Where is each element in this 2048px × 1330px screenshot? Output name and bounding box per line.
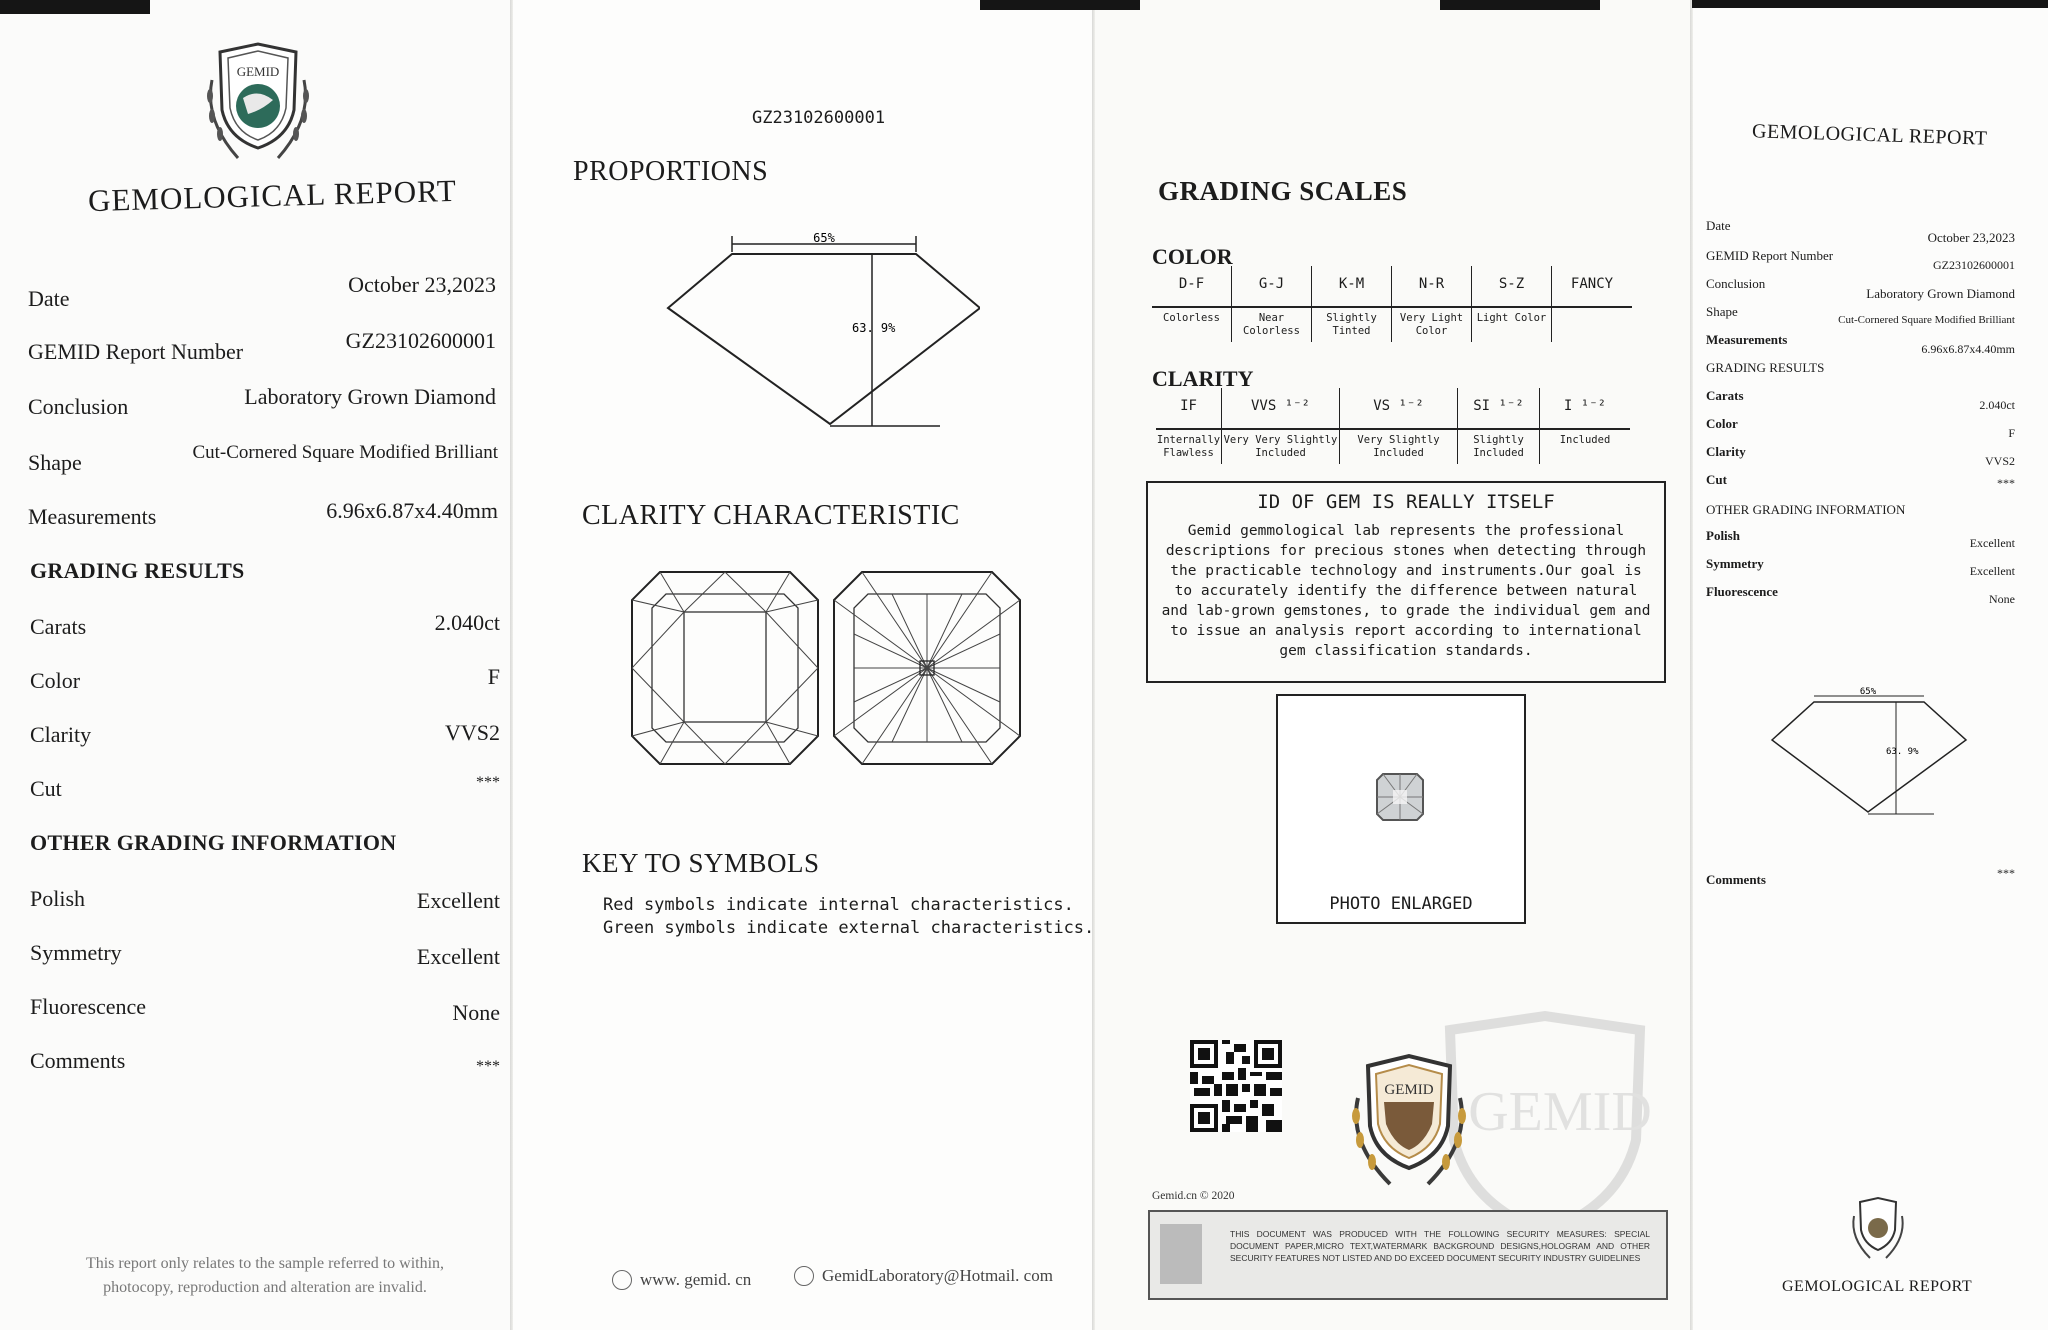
gemid-crest-logo [198,40,318,170]
background-edge [1440,0,1600,10]
logo-text: GEMID [236,64,280,79]
lock-icon [1160,1224,1202,1284]
field-value: GZ23102600001 [345,328,496,353]
color-scale-heading: COLOR [1152,244,1233,269]
table-percentage: 65% [813,231,835,245]
key-to-symbols-heading: KEY TO SYMBOLS [582,848,820,878]
report-number-code: GZ23102600001 [752,108,886,128]
summary-title: GEMOLOGICAL REPORT [1751,120,1988,150]
crown-view-diagram [630,570,820,766]
proportions-heading: PROPORTIONS [573,156,769,187]
clarity-desc: Very Slightly Included [1340,428,1458,464]
summary-label: Fluorescence [1706,584,1778,599]
summary-value: F [2008,426,2015,440]
summary-label: Symmetry [1706,556,1764,571]
security-text: THIS DOCUMENT WAS PRODUCED WITH THE FOLLOWING SECURITY MEASURES: SPECIAL DOCUMENT PAPER,MICRO TEXT,WATERMARK BACKGROUND DESIGNS,HOLOGRAM AND OTHER SECURITY FEATURES NOT LISTED AND DO EXCEED DOCUMENT SECURITY INDUSTRY GUIDELINES [1230,1229,1650,1263]
summary-label: Conclusion [1706,276,1766,291]
summary-footer-title: GEMOLOGICAL REPORT [1782,1278,1973,1295]
summary-section-heading: OTHER GRADING INFORMATION [1706,502,1906,517]
color-grade: S-Z [1472,266,1552,306]
summary-table-pct: 65% [1859,687,1877,697]
field-label: Comments [30,1048,126,1073]
clarity-grade: VS ¹⁻² [1340,388,1458,428]
clarity-desc: Internally Flawless [1156,428,1222,464]
disclaimer-line: photocopy, reproduction and alteration are invalid. [103,1279,427,1296]
summary-label: Carats [1706,388,1744,403]
summary-value: October 23,2023 [1927,230,2015,245]
id-box-title: ID OF GEM IS REALLY ITSELF [1257,491,1555,513]
field-label: Polish [30,886,86,911]
field-label: GEMID Report Number [28,339,244,364]
background-edge [980,0,1140,10]
field-label: Shape [28,450,82,475]
summary-value: *** [1997,476,2015,490]
key-line: Green symbols indicate external characteristics. [603,918,1095,938]
field-label: Fluorescence [30,994,147,1019]
field-value: Excellent [416,944,500,969]
summary-label: Shape [1706,304,1738,319]
field-value: 6.96x6.87x4.40mm [326,498,498,523]
color-grade: N-R [1392,266,1472,306]
field-value: *** [476,1058,500,1075]
field-value: Excellent [416,888,500,913]
fold-line [510,0,513,1330]
other-grading-heading: OTHER GRADING INFORMATION [30,830,397,855]
id-box-body: Gemid gemmological lab represents the professional descriptions for precious stones when detecting through the practicable technology and instruments.Our goal is to accurately identify the difference between natural and lab-grown gemstones, to grade the individual gem and to issue an analysis report according to international gem classification standards. [1161,523,1651,659]
clarity-grade: IF [1156,388,1222,428]
field-value: None [452,1000,500,1025]
summary-value: Excellent [1969,564,2015,578]
color-grade: K-M [1312,266,1392,306]
grading-results-heading: GRADING RESULTS [30,558,245,583]
field-value: 2.040ct [434,610,500,635]
summary-proportions-diagram [1768,684,1968,818]
field-label: Carats [30,614,87,639]
security-hologram-strip [1148,1210,1668,1300]
field-label: Cut [30,776,62,801]
summary-value: VVS2 [1984,454,2015,468]
panel-summary [1692,0,2048,1330]
website-text: www. gemid. cn [640,1270,752,1289]
qr-code [1190,1040,1282,1132]
field-value: Laboratory Grown Diamond [244,384,496,409]
key-line: Red symbols indicate internal characteristics. [603,895,1074,915]
photo-caption: PHOTO ENLARGED [1329,894,1473,914]
color-desc [1552,306,1632,342]
color-grade: D-F [1152,266,1232,306]
summary-value: None [1989,592,2015,606]
pavilion-view-diagram [832,570,1022,766]
summary-label: Color [1706,416,1738,431]
field-label: Conclusion [28,394,129,419]
clarity-desc: Very Very Slightly Included [1222,428,1340,464]
globe-icon [612,1270,632,1290]
fold-line [1092,0,1095,1330]
mail-icon [794,1266,814,1286]
field-label: Measurements [28,504,157,529]
field-value: October 23,2023 [348,272,496,297]
email-contact [794,1266,1053,1286]
clarity-desc: Slightly Included [1458,428,1540,464]
clarity-grade: SI ¹⁻² [1458,388,1540,428]
clarity-grade: VVS ¹⁻² [1222,388,1340,428]
summary-label: Clarity [1706,444,1746,459]
photo-enlarged-box [1276,694,1526,924]
color-scale-table [1152,266,1632,342]
summary-crest-logo [1848,1196,1908,1262]
color-desc: Colorless [1152,306,1232,342]
email-text: GemidLaboratory@Hotmail. com [822,1266,1053,1285]
diamond-photo [1375,772,1425,822]
summary-label: Polish [1706,528,1740,543]
color-grade: FANCY [1570,276,1614,292]
summary-value: 6.96x6.87x4.40mm [1921,342,2015,356]
background-edge [0,0,150,14]
summary-depth-pct: 63. 9% [1886,747,1919,757]
summary-label: Measurements [1706,332,1788,347]
summary-value: 2.040ct [1979,398,2015,412]
website-contact [612,1270,751,1290]
color-desc: Slightly Tinted [1312,306,1392,342]
seal-text: GEMID [1384,1082,1434,1098]
key-to-symbols-text [603,894,1094,940]
copyright-text: Gemid.cn © 2020 [1152,1190,1235,1202]
fold-line [1690,0,1693,1330]
summary-section-heading: GRADING RESULTS [1706,360,1825,375]
summary-value: Cut-Cornered Square Modified Brilliant [1838,314,2015,326]
color-grade: G-J [1232,266,1312,306]
clarity-grade: I ¹⁻² [1563,398,1607,414]
summary-value: Laboratory Grown Diamond [1866,286,2015,301]
disclaimer [40,1252,490,1300]
field-value: VVS2 [444,720,500,745]
background-edge [1692,0,2048,8]
summary-label: Cut [1706,472,1727,487]
color-desc: Near Colorless [1232,306,1312,342]
gemid-seal-logo [1344,1052,1474,1192]
field-value: F [487,664,500,689]
clarity-characteristic-heading: CLARITY CHARACTERISTIC [582,500,960,531]
field-label: Color [30,668,81,693]
report-title: GEMOLOGICAL REPORT [87,172,458,219]
field-value: *** [476,774,500,791]
summary-comments-value: *** [1997,866,2015,880]
summary-label: Date [1706,218,1731,233]
summary-label: GEMID Report Number [1706,248,1834,263]
grading-scales-heading: GRADING SCALES [1158,176,1408,206]
field-value: Cut-Cornered Square Modified Brilliant [192,442,498,463]
clarity-scale-heading: CLARITY [1152,366,1254,391]
field-label: Clarity [30,722,92,747]
field-label: Symmetry [30,940,122,965]
summary-value: GZ23102600001 [1933,258,2015,272]
disclaimer-line: This report only relates to the sample referred to within, [85,1255,445,1272]
field-label: Date [28,286,70,311]
watermark-text: GEMID [1468,1081,1652,1143]
clarity-scale-table [1156,388,1630,464]
color-desc: Very Light Color [1392,306,1472,342]
summary-comments-label: Comments [1706,872,1766,887]
proportions-diagram [660,228,980,438]
depth-percentage: 63. 9% [852,321,896,335]
clarity-desc: Included [1540,428,1630,464]
color-desc: Light Color [1472,306,1552,342]
summary-value: Excellent [1969,536,2015,550]
id-of-gem-box [1146,481,1666,683]
